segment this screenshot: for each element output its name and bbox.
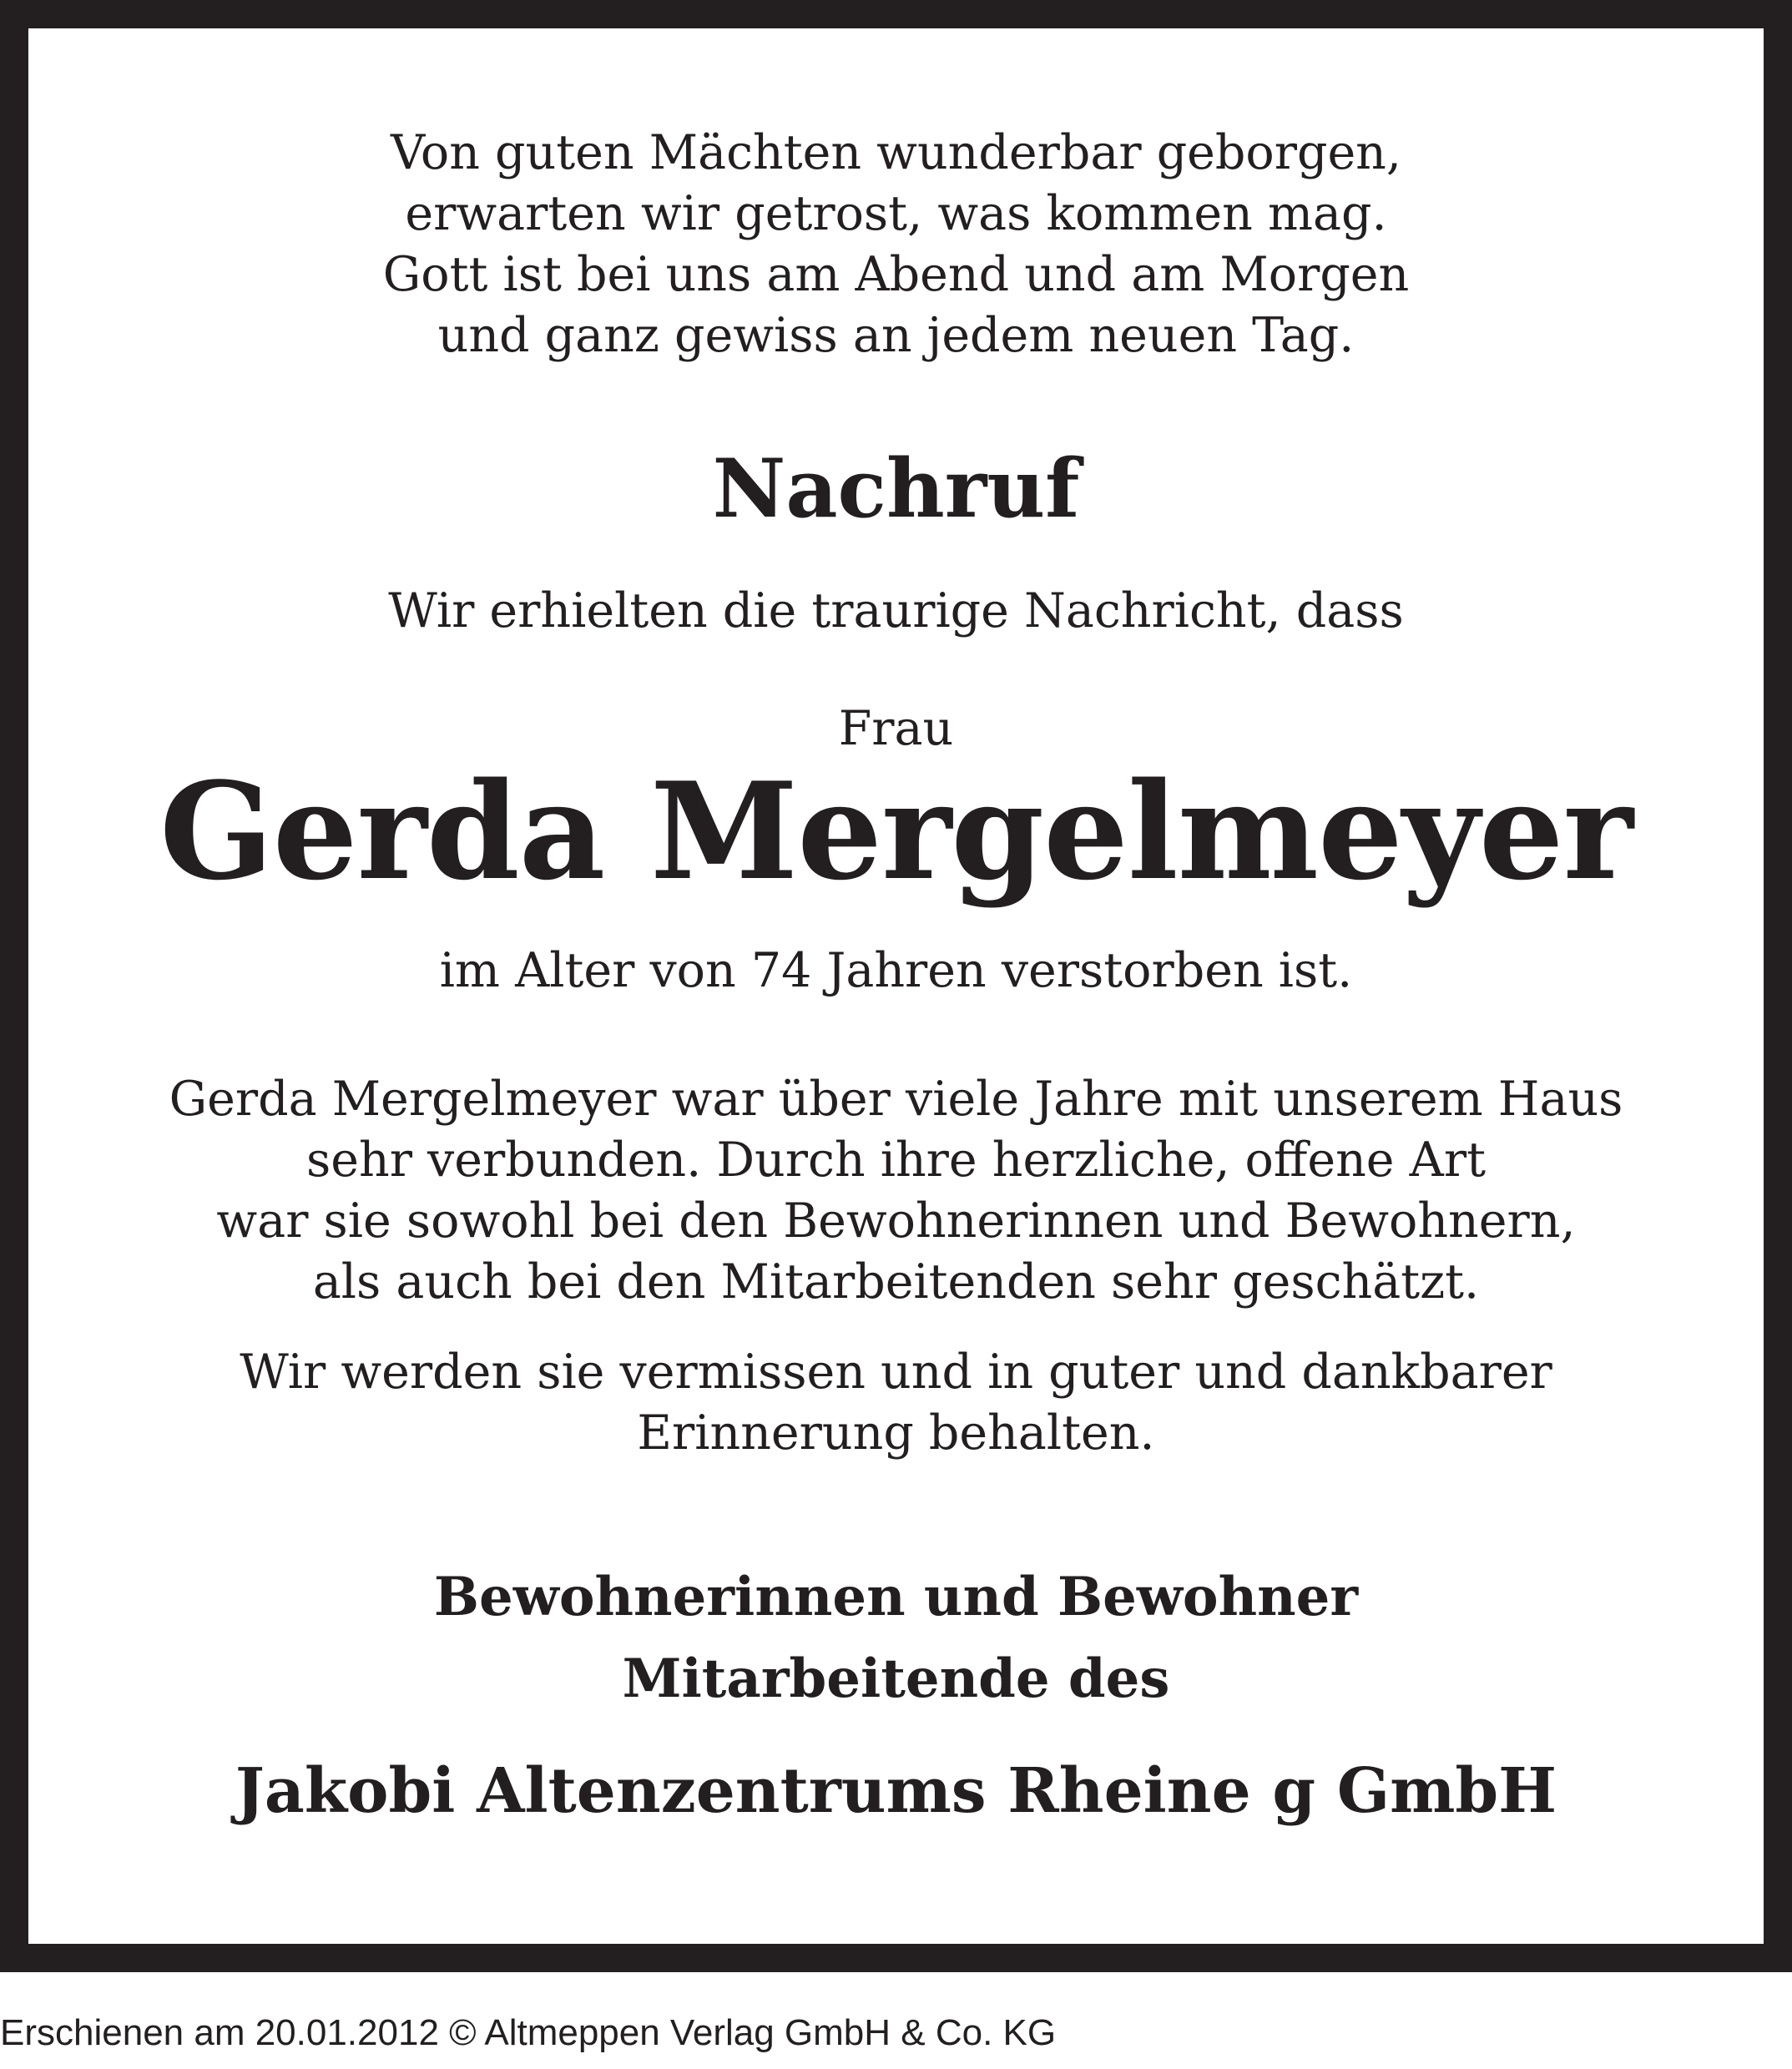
remembrance-line-2: Erinnerung behalten. [637, 1405, 1155, 1461]
poem-line-2: erwarten wir getrost, was kommen mag. [405, 186, 1387, 241]
poem-line-1: Von guten Mächten wunderbar geborgen, [390, 125, 1402, 180]
heading-nachruf: Nachruf [712, 442, 1080, 536]
publication-footer: Erschienen am 20.01.2012 © Altmeppen Verlag GmbH & Co. KG [0, 2012, 1057, 2053]
salutation: Frau [838, 701, 954, 756]
age-line: im Alter von 74 Jahren verstorben ist. [439, 943, 1353, 998]
tribute-line-1: Gerda Mergelmeyer war über viele Jahre mit unserem Haus [169, 1072, 1623, 1127]
remembrance-line-1: Wir werden sie vermissen und in guter und dankbarer [240, 1345, 1552, 1400]
signature-residents: Bewohnerinnen und Bewohner [433, 1566, 1359, 1628]
intro-text: Wir erhielten die traurige Nachricht, dass [388, 583, 1404, 638]
signature-organization: Jakobi Altenzentrums Rheine g GmbH [235, 1755, 1557, 1827]
poem-line-4: und ganz gewiss an jedem neuen Tag. [437, 308, 1355, 363]
tribute-line-3: war sie sowohl bei den Bewohnerinnen und Bewohnern, [216, 1193, 1576, 1249]
deceased-name: Gerda Mergelmeyer [159, 753, 1633, 910]
poem-line-3: Gott ist bei uns am Abend und am Morgen [382, 247, 1410, 302]
signature-staff: Mitarbeitende des [622, 1648, 1170, 1710]
tribute-line-2: sehr verbunden. Durch ihre herzliche, offene Art [306, 1133, 1486, 1188]
tribute-line-4: als auch bei den Mitarbeitenden sehr geschätzt. [312, 1254, 1480, 1310]
